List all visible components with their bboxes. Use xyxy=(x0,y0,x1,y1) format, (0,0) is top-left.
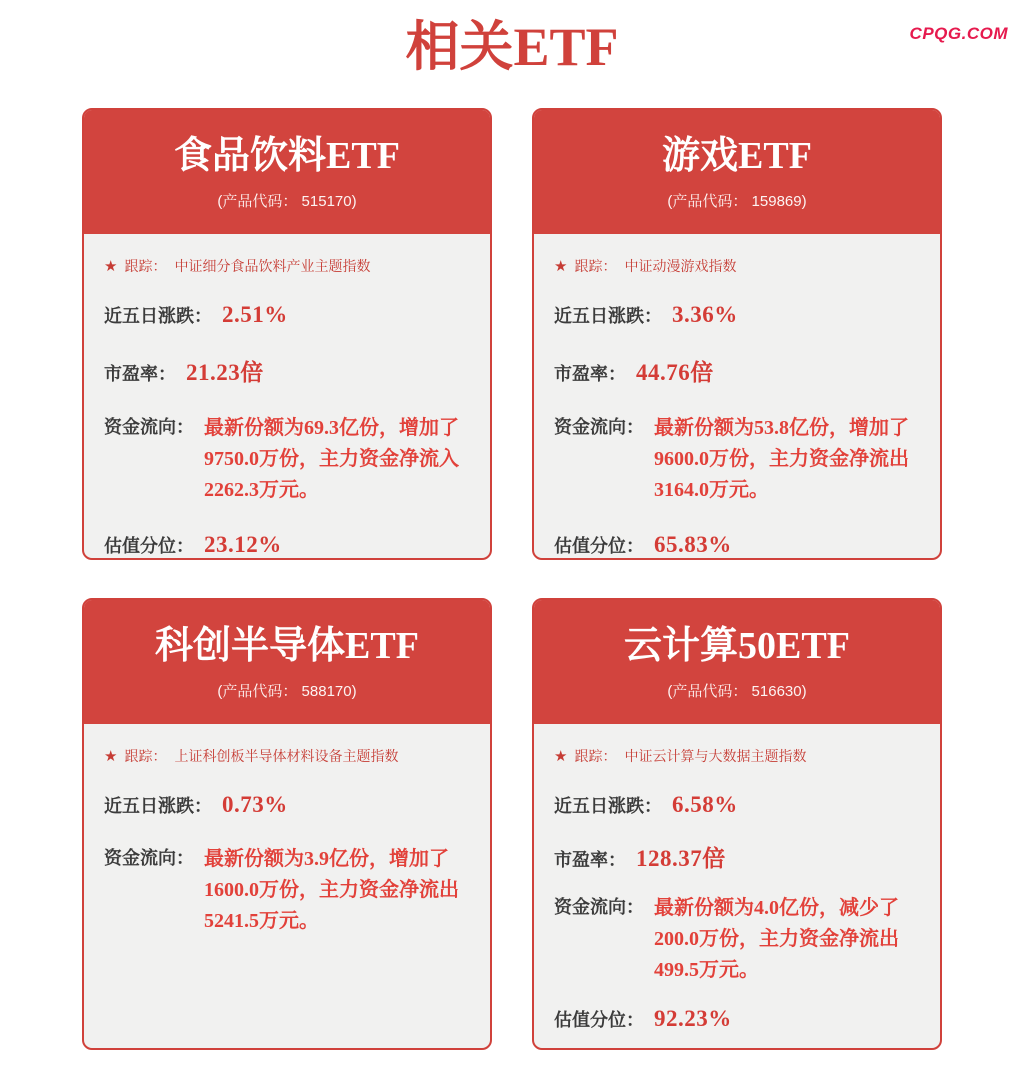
card-header xyxy=(534,600,940,724)
etf-cards-grid xyxy=(82,108,942,1050)
track-label: 跟踪： xyxy=(574,258,617,275)
page-title: 相关ETF xyxy=(405,17,619,77)
fund-flow-value: 最新份额为69.3亿份，增加了9750.0万份，主力资金净流入2262.3万元。 xyxy=(204,417,459,502)
fund-flow-row xyxy=(554,893,920,986)
etf-product-code: (产品代码： 159869) xyxy=(667,192,807,210)
track-index-name: 中证细分食品饮料产业主题指数 xyxy=(174,258,371,275)
five-day-change-label: 近五日涨跌： xyxy=(104,796,212,817)
track-index-row xyxy=(554,256,920,276)
valuation-percentile-label: 估值分位： xyxy=(554,1010,644,1031)
valuation-percentile-value: 92.23% xyxy=(654,1006,732,1032)
fund-flow-label: 资金流向： xyxy=(554,417,644,438)
track-label: 跟踪： xyxy=(124,258,167,275)
star-icon: ★ xyxy=(104,257,118,275)
etf-product-code: (产品代码： 516630) xyxy=(667,682,807,700)
five-day-change-value: 3.36% xyxy=(672,302,738,328)
five-day-change-row xyxy=(554,302,920,328)
etf-name: 食品饮料ETF xyxy=(174,135,400,178)
card-header xyxy=(84,600,490,724)
five-day-change-label: 近五日涨跌： xyxy=(554,306,662,327)
fund-flow-row xyxy=(104,413,470,506)
fund-flow-value: 最新份额为4.0亿份，减少了200.0万份，主力资金净流出499.5万元。 xyxy=(654,897,899,982)
etf-card-cloud-computing-50 xyxy=(532,598,942,1050)
track-index-name: 上证科创板半导体材料设备主题指数 xyxy=(174,748,399,765)
pe-ratio-row xyxy=(554,354,920,387)
fund-flow-row xyxy=(554,413,920,506)
etf-name: 云计算50ETF xyxy=(624,625,850,668)
valuation-percentile-row xyxy=(554,532,920,558)
five-day-change-label: 近五日涨跌： xyxy=(104,306,212,327)
etf-product-code: (产品代码： 588170) xyxy=(217,682,357,700)
pe-ratio-value: 44.76倍 xyxy=(636,360,714,386)
track-index-name: 中证云计算与大数据主题指数 xyxy=(624,748,807,765)
track-index-row xyxy=(104,256,470,276)
star-icon: ★ xyxy=(554,747,568,765)
five-day-change-row xyxy=(104,792,470,818)
five-day-change-row xyxy=(104,302,470,328)
etf-card-food-beverage xyxy=(82,108,492,560)
fund-flow-label: 资金流向： xyxy=(104,417,194,438)
five-day-change-value: 2.51% xyxy=(222,302,288,328)
five-day-change-row xyxy=(554,792,920,818)
fund-flow-value: 最新份额为3.9亿份，增加了1600.0万份，主力资金净流出5241.5万元。 xyxy=(204,848,459,933)
etf-name: 科创半导体ETF xyxy=(155,625,419,668)
card-body xyxy=(84,724,490,1048)
etf-card-game xyxy=(532,108,942,560)
etf-name: 游戏ETF xyxy=(662,135,812,178)
fund-flow-label: 资金流向： xyxy=(104,848,194,869)
pe-ratio-row xyxy=(104,354,470,387)
pe-ratio-value: 128.37倍 xyxy=(636,846,726,872)
pe-ratio-label: 市盈率： xyxy=(104,364,176,385)
track-label: 跟踪： xyxy=(124,748,167,765)
pe-ratio-value: 21.23倍 xyxy=(186,360,264,386)
pe-ratio-row xyxy=(554,840,920,873)
valuation-percentile-value: 23.12% xyxy=(204,532,282,558)
card-body xyxy=(534,724,940,1048)
track-index-row xyxy=(104,746,470,766)
track-index-name: 中证动漫游戏指数 xyxy=(624,258,737,275)
valuation-percentile-label: 估值分位： xyxy=(104,536,194,557)
fund-flow-value: 最新份额为53.8亿份，增加了9600.0万份，主力资金净流出3164.0万元。 xyxy=(654,417,909,502)
etf-card-sci-semiconductor xyxy=(82,598,492,1050)
site-watermark: CPQG.COM xyxy=(909,24,1008,43)
five-day-change-label: 近五日涨跌： xyxy=(554,796,662,817)
card-header xyxy=(84,110,490,234)
fund-flow-label: 资金流向： xyxy=(554,897,644,918)
five-day-change-value: 0.73% xyxy=(222,792,288,818)
track-index-row xyxy=(554,746,920,766)
track-label: 跟踪： xyxy=(574,748,617,765)
valuation-percentile-row xyxy=(104,532,470,558)
card-header xyxy=(534,110,940,234)
pe-ratio-label: 市盈率： xyxy=(554,364,626,385)
fund-flow-row xyxy=(104,844,470,937)
etf-product-code: (产品代码： 515170) xyxy=(217,192,357,210)
card-body xyxy=(534,234,940,560)
valuation-percentile-label: 估值分位： xyxy=(554,536,644,557)
card-body xyxy=(84,234,490,560)
valuation-percentile-row xyxy=(554,1006,920,1032)
pe-ratio-label: 市盈率： xyxy=(554,850,626,871)
five-day-change-value: 6.58% xyxy=(672,792,738,818)
valuation-percentile-value: 65.83% xyxy=(654,532,732,558)
star-icon: ★ xyxy=(554,257,568,275)
star-icon: ★ xyxy=(104,747,118,765)
